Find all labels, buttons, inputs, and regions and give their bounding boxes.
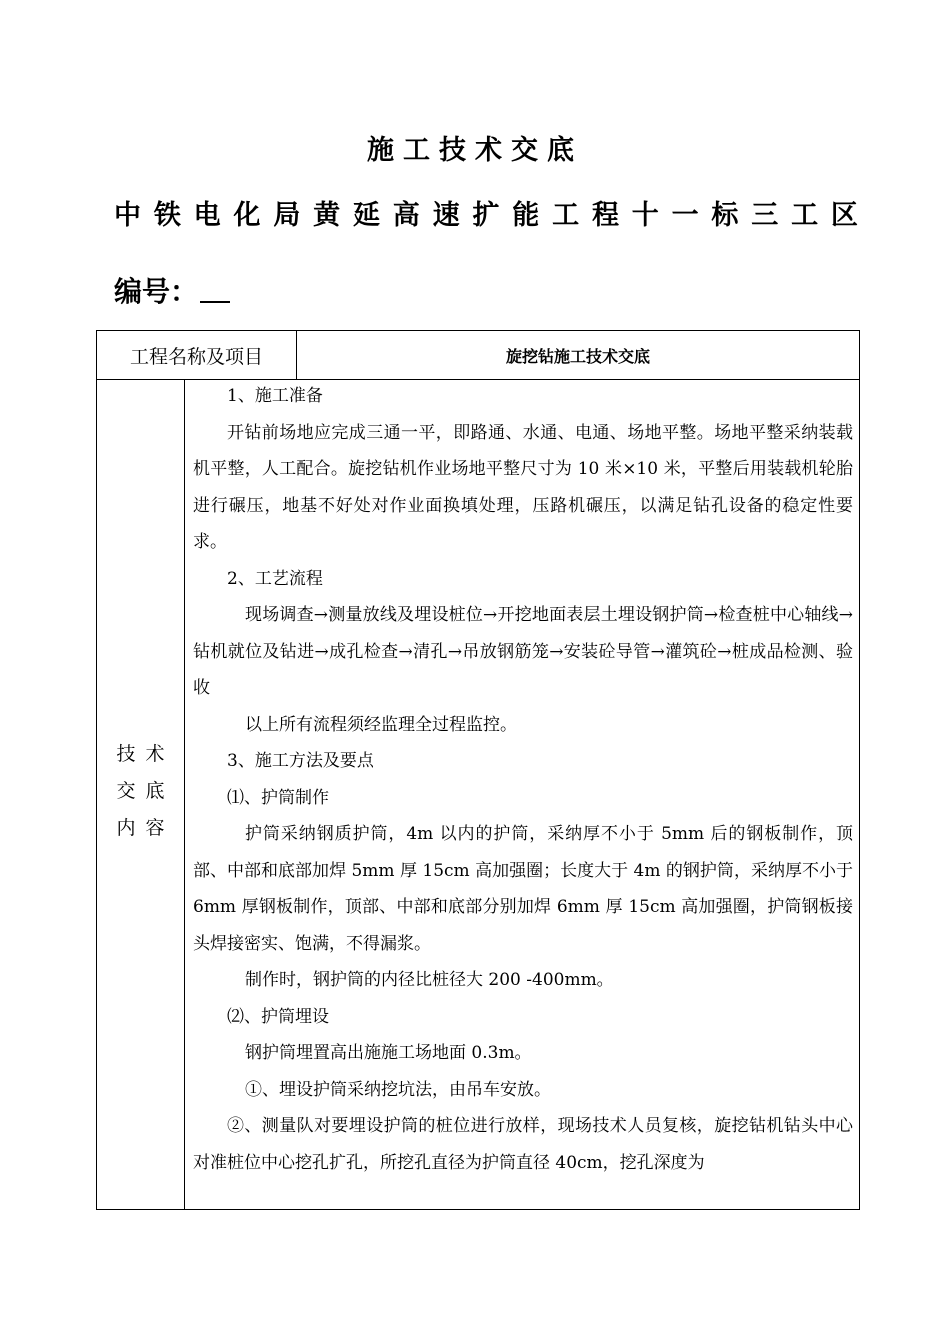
org-char: 电 [193, 200, 221, 231]
number-label: 编号： [114, 275, 199, 308]
paragraph: ①、埋设护筒采纳挖坑法，由吊车安放。 [245, 1079, 551, 1100]
org-char: 能 [512, 200, 540, 231]
org-char: 区 [830, 200, 858, 231]
organization-line [114, 193, 858, 232]
org-char: 扩 [472, 200, 500, 231]
org-char: 铁 [153, 200, 181, 231]
org-char: 工 [791, 200, 819, 231]
paragraph: 钢护筒埋置高出施施工场地面 0.3m。 [245, 1043, 532, 1063]
org-char: 速 [432, 200, 460, 231]
disclosure-table [96, 330, 860, 1210]
org-char: 三 [751, 200, 779, 231]
org-char: 程 [591, 200, 619, 231]
table-divider [184, 380, 185, 1209]
org-char: 标 [711, 200, 739, 231]
section-heading: 1、施工准备 [227, 386, 323, 406]
section-heading: 3、施工方法及要点 [227, 751, 374, 771]
document-title: 施工技术交底 [367, 135, 583, 166]
paragraph: 以上所有流程须经监理全过程监控。 [245, 714, 517, 735]
document-number [114, 270, 230, 310]
paragraph: 护筒采纳钢质护筒，4m 以内的护筒，采纳厚不小于 5mm 后的钢板制作，顶部、中部和底部加焊 5mm 厚 15cm 高加强圈；长度大于 4m 的钢护筒，采纳厚不小于 6mm 厚钢板制作，顶部、中部和底部分别加焊 6mm 厚 15cm 高加强圈，护筒钢板接头焊接密实、饱满，不得漏浆。 [193, 824, 853, 954]
section-heading: 2、工艺流程 [227, 568, 323, 589]
side-label-line: 内容 [116, 817, 175, 839]
org-char: 黄 [313, 200, 341, 231]
project-name-label: 工程名称及项目 [129, 345, 263, 368]
project-name-value: 旋挖钻施工技术交底 [505, 346, 650, 366]
paragraph: ②、测量队对要埋设护筒的桩位进行放样，现场技术人员复核，旋挖钻机钻头中心对准桩位中心挖孔扩孔，所挖孔直径为护筒直径 40cm，挖孔深度为 [193, 1116, 853, 1173]
paragraph: 现场调查→测量放线及埋设桩位→开挖地面表层土埋设钢护筒→检查桩中心轴线→钻机就位及钻进→成孔检查→清孔→吊放钢筋笼→安装砼导管→灌筑砼→桩成品检测、验收 [193, 605, 853, 698]
org-char: 延 [352, 200, 380, 231]
subsection-heading: ⑵、护筒埋设 [227, 1006, 329, 1027]
content-side-label [97, 736, 184, 847]
org-char: 十 [631, 200, 659, 231]
side-label-line: 技术 [116, 743, 175, 765]
subsection-heading: ⑴、护筒制作 [227, 787, 329, 808]
paragraph: 制作时，钢护筒的内径比桩径大 200 -400mm。 [245, 970, 614, 990]
org-char: 中 [114, 200, 141, 231]
org-char: 局 [273, 200, 301, 231]
disclosure-content [193, 378, 853, 1181]
org-char: 工 [552, 200, 580, 231]
side-label-line: 交底 [116, 780, 175, 802]
number-blank [200, 275, 230, 303]
org-char: 高 [392, 200, 420, 231]
paragraph: 开钻前场地应完成三通一平，即路通、水通、电通、场地平整。场地平整采纳装载机平整，人工配合。旋挖钻机作业场地平整尺寸为 10 米×10 米，平整后用装载机轮胎进行碾压，地基不好处对作业面换填处理，压路机碾压，以满足钻孔设备的稳定性要求。 [193, 422, 853, 552]
org-char: 化 [233, 200, 261, 231]
org-char: 一 [671, 200, 699, 231]
